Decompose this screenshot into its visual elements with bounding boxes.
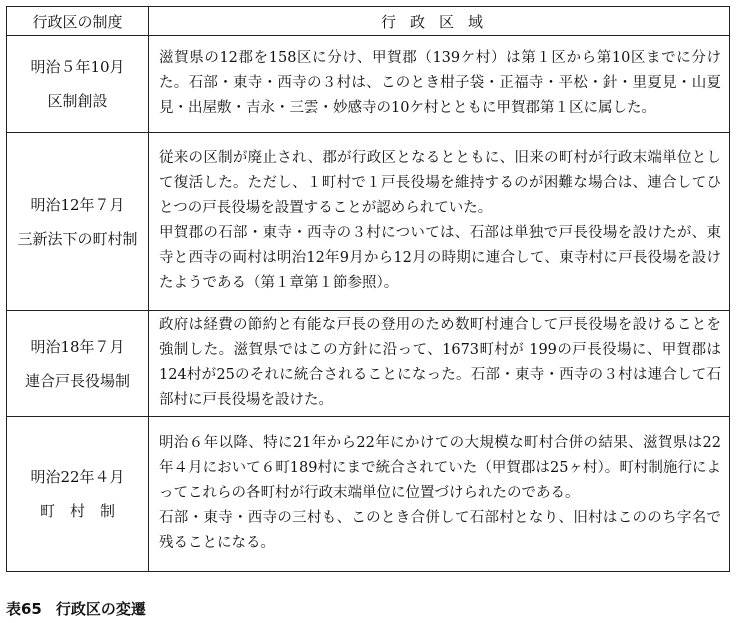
row-description [149,417,730,572]
description-paragraph: 甲賀郡の石部・東寺・西寺の３村については、石部は単独で戸長役場を設けたが、東寺と西寺の両村は明治12年9月から12月の時期に連合して、東寺村に戸長役場を設けたようである（第１章第１節参照）。 [159,225,721,291]
description-paragraph: 従来の区制が廃止され、郡が行政区となるとともに、旧来の町村が行政末端単位として復活した。ただし、１町村で１戸長役場を維持するのが困難な場合は、連合してひとつの戸長役場を設置することが認められていた。 [159,150,721,216]
row-system: 連合戸長役場制 [24,371,130,390]
row-system: 三新法下の町村制 [17,229,138,248]
caption-title: 行政区の変遷 [55,600,146,618]
row-period: 明治12年７月 [30,195,125,214]
row-label [7,311,149,417]
administrative-district-table [6,6,730,572]
row-period: 明治22年４月 [30,468,125,486]
description-paragraph: 政府は経費の節約と有能な戸長の登用のため数町村連合して戸長役場を設けることを強制した。滋賀県ではこの方針に沿って、1673町村が 199の戸長役場に、甲賀郡は124村が25のそれに統合されることになった。石部・東寺・西寺の３村は連合して石部村に戸長役場を設けた。 [159,317,721,408]
row-description [149,36,730,133]
row-system: 町 村 制 [39,502,115,520]
row-label [7,417,149,572]
table-row [7,311,730,417]
description-paragraph: 滋賀県の12郡を158区に分け、甲賀郡（139ケ村）は第１区から第10区までに分けた。石部・東寺・西寺の３村は、このとき柑子袋・正福寺・平松・針・里夏見・山夏見・出屋敷・吉永・三雲・妙感寺の10ケ村とともに甲賀郡第１区に属した。 [159,50,721,116]
table-row [7,36,730,133]
table-header-row [7,7,730,36]
row-description [149,133,730,311]
row-description [149,311,730,417]
table-row [7,133,730,311]
row-period: 明治５年10月 [30,58,125,76]
row-label [7,36,149,133]
header-district: 行政区域 [149,7,730,36]
description-paragraph: 明治６年以降、特に21年から22年にかけての大規模な町村合併の結果、滋賀県は22年４月において６町189村にまで統合されていた（甲賀郡は25ヶ村）。町村制施行によってこれらの各町村が行政末端単位に位置づけられたのである。 [159,435,721,501]
row-system: 区制創設 [47,92,108,110]
header-system: 行政区の制度 [7,7,149,36]
table-row [7,417,730,572]
description-paragraph: 石部・東寺・西寺の三村も、このとき合併して石部村となり、旧村はこののち字名で残ることになる。 [159,510,721,551]
caption-number: 表65 [6,600,42,618]
table-caption [6,598,146,619]
row-period: 明治18年７月 [30,337,125,356]
row-label [7,133,149,311]
